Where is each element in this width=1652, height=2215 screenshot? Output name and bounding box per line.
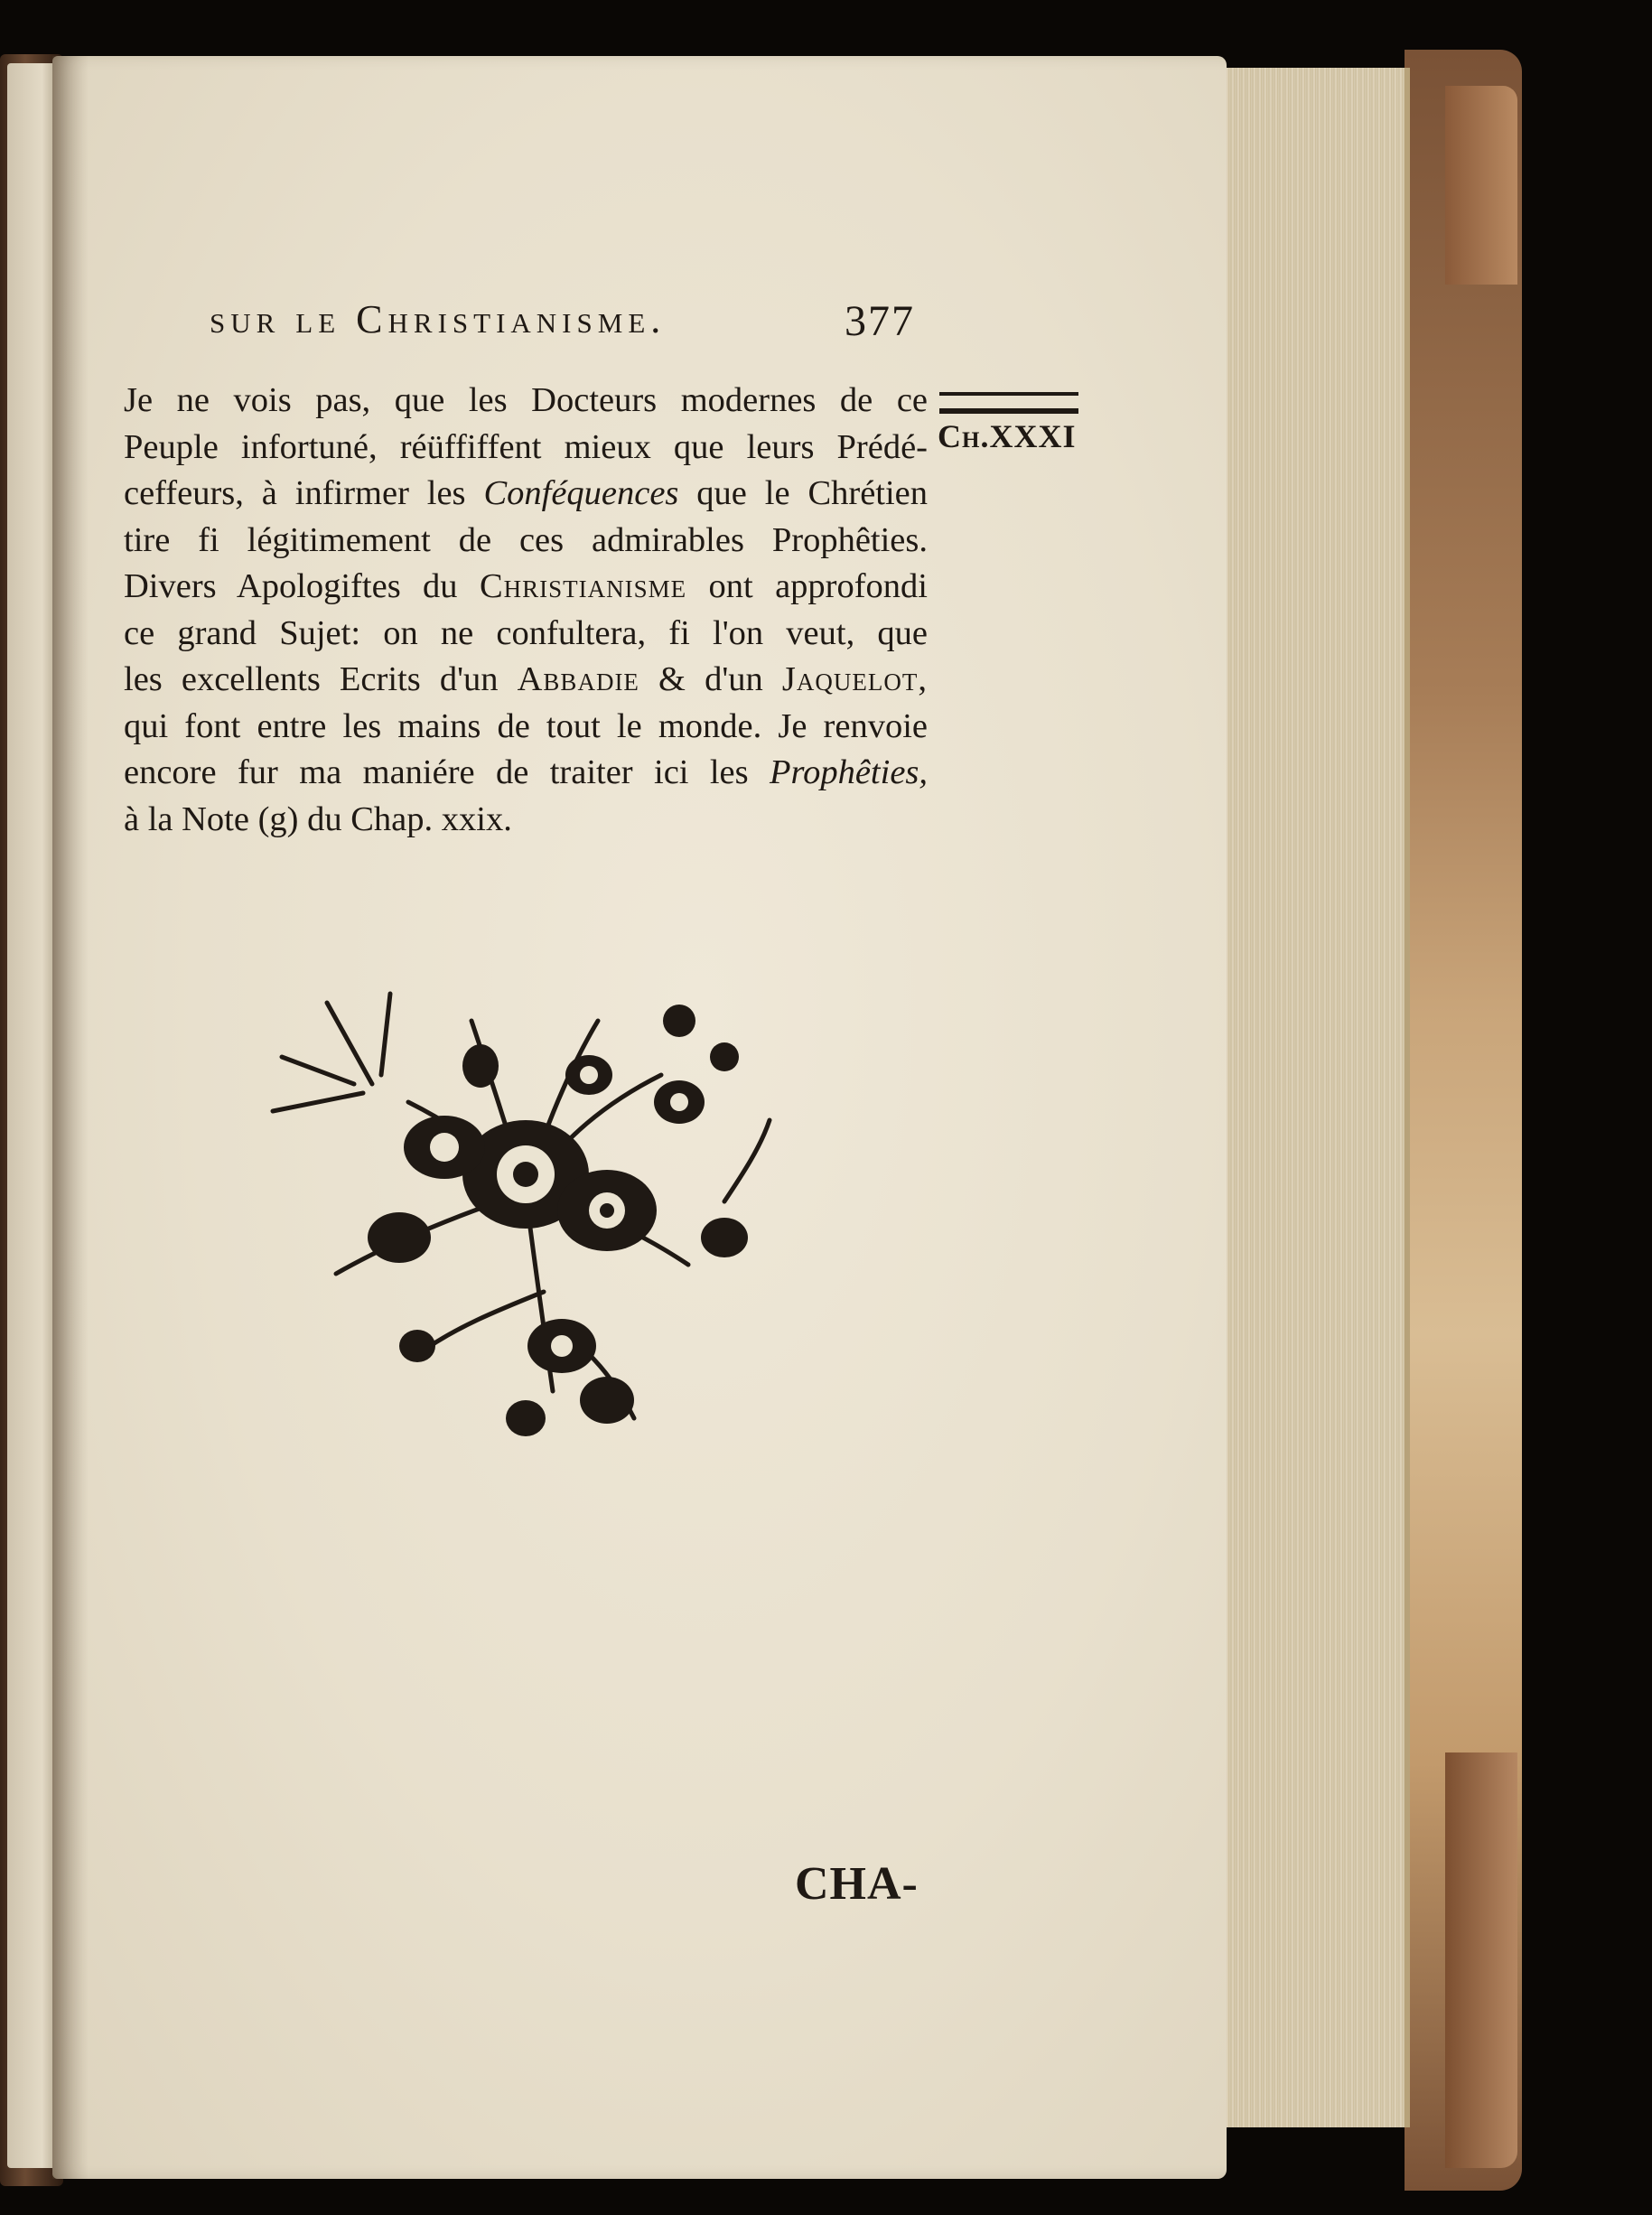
- italic-term: Conféquences: [483, 474, 679, 512]
- marginal-chapter-note: Ch.XXXI: [938, 418, 1077, 454]
- text-line: les excellents Ecrits d'un Abbadie & d'un Jaquelot,: [124, 660, 928, 698]
- page-number: 377: [845, 297, 915, 345]
- gutter-shadow: [52, 56, 89, 2179]
- small-caps-name: Jaquelot,: [781, 660, 928, 698]
- text-line: à la Note (g) du Chap. xxix.: [124, 799, 512, 838]
- running-head: sur le Christianisme.: [210, 297, 667, 341]
- floral-bouquet-icon: [255, 967, 797, 1472]
- small-caps-name: Abbadie: [517, 660, 639, 698]
- text-line: tire fi légitimement de ces admirables Prophêties.: [124, 520, 928, 559]
- leather-corner-bottom: [1445, 1752, 1517, 2168]
- text-line: ceffeurs, à infirmer les Conféquences que le Chrétien: [124, 474, 929, 512]
- small-caps-term: Christianisme: [479, 567, 687, 605]
- page-block-edges: [1224, 68, 1410, 2127]
- text-line: encore fur ma maniére de traiter ici les Prophêties,: [124, 753, 929, 791]
- body-text: [124, 378, 928, 843]
- catchword: CHA-: [795, 1858, 919, 1910]
- text-line: Peuple infortuné, réüffiffent mieux que leurs Prédé-: [124, 427, 928, 466]
- text-line: ce grand Sujet: on ne confultera, fi l'on veut, que: [124, 613, 928, 652]
- text-line: qui font entre les mains de tout le monde. Je renvoie: [124, 706, 928, 745]
- leather-corner-top: [1445, 86, 1517, 285]
- marginal-rule: [939, 411, 1078, 414]
- facing-page-edge: [7, 63, 57, 2168]
- marginal-rule: [939, 392, 1078, 412]
- text-line: Je ne vois pas, que les Docteurs modernes de ce: [124, 381, 928, 419]
- italic-term: Prophêties,: [770, 753, 929, 791]
- text-line: Divers Apologiftes du Christianisme ont approfondi: [124, 567, 928, 605]
